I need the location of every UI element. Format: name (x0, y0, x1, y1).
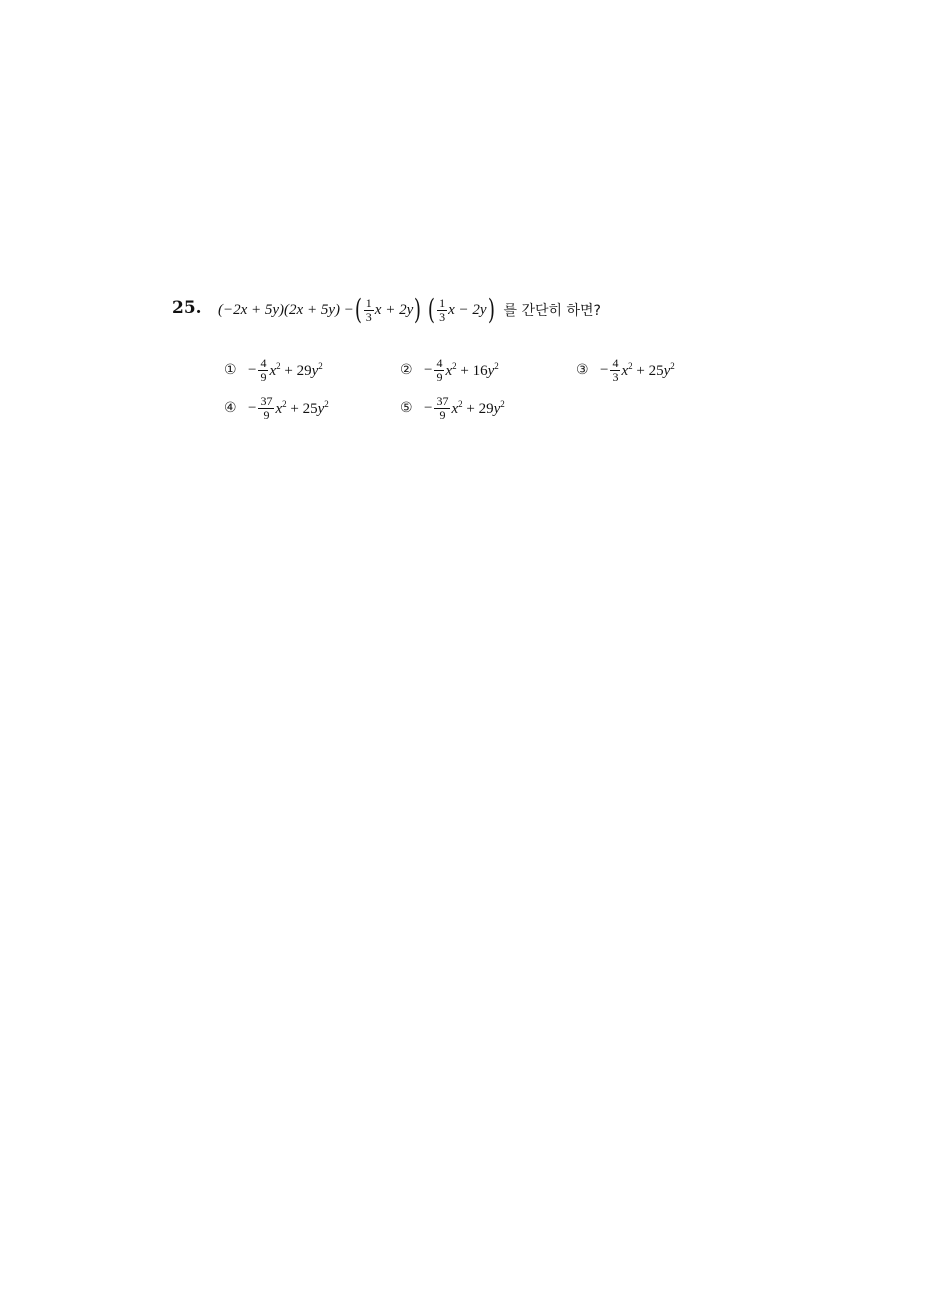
choice-2-numerator: 4 (436, 355, 443, 370)
choice-4-numerator: 37 (260, 393, 273, 408)
choice-3-sign: − (600, 361, 609, 378)
question-stem (218, 291, 601, 329)
fraction-2-numerator: 1 (439, 295, 446, 310)
choice-4-expression: $x^2 + 25y^2$ (275, 398, 329, 417)
choice-4[interactable] (224, 390, 329, 426)
choice-2[interactable] (400, 352, 499, 388)
choice-4-fraction (258, 395, 274, 422)
choice-5-fraction (434, 395, 450, 422)
choice-1-denominator: 9 (260, 369, 267, 384)
choice-1-mark: ① (224, 362, 237, 378)
choice-1-sign: − (248, 361, 257, 378)
choice-2-mark: ② (400, 362, 413, 378)
question-number: 25. (172, 298, 202, 318)
left-paren-2: ( (428, 293, 436, 326)
fraction-1-denominator: 3 (365, 309, 372, 324)
fraction-1 (364, 297, 374, 324)
stem-expression-part1: (−2x + 5y)(2x + 5y) − (218, 301, 354, 318)
choice-3-numerator: 4 (612, 355, 619, 370)
choice-4-mark: ④ (224, 400, 237, 416)
stem-tail-text: 를 간단히 하면? (503, 303, 601, 319)
choice-3-mark: ③ (576, 362, 589, 378)
choice-5[interactable] (400, 390, 505, 426)
choice-2-fraction (434, 357, 444, 384)
right-paren-2: ) (487, 293, 495, 326)
fraction-2 (437, 297, 447, 324)
choice-2-sign: − (424, 361, 433, 378)
choice-3-fraction (610, 357, 620, 384)
choice-5-numerator: 37 (436, 393, 449, 408)
choice-3-expression: $x^2 + 25y^2$ (621, 360, 675, 379)
choice-4-denominator: 9 (263, 407, 270, 422)
choice-1-expression: $x^2 + 29y^2$ (269, 360, 323, 379)
choice-5-mark: ⑤ (400, 400, 413, 416)
fraction-2-denominator: 3 (439, 309, 446, 324)
choice-4-sign: − (248, 399, 257, 416)
choice-1-numerator: 4 (260, 355, 267, 370)
choice-1-fraction (258, 357, 268, 384)
choice-5-sign: − (424, 399, 433, 416)
paren-1-rest: x + 2y (374, 301, 414, 318)
choice-1[interactable] (224, 352, 323, 388)
right-paren-1: ) (414, 293, 422, 326)
choice-5-denominator: 9 (439, 407, 446, 422)
choice-2-denominator: 9 (436, 369, 443, 384)
choice-2-expression: $x^2 + 16y^2$ (445, 360, 499, 379)
fraction-1-numerator: 1 (365, 295, 372, 310)
choice-5-expression: $x^2 + 29y^2$ (451, 398, 505, 417)
paren-2-rest: x − 2y (448, 301, 487, 318)
left-paren-1: ( (354, 293, 362, 326)
choice-3-denominator: 3 (612, 369, 619, 384)
choice-3[interactable] (576, 352, 675, 388)
